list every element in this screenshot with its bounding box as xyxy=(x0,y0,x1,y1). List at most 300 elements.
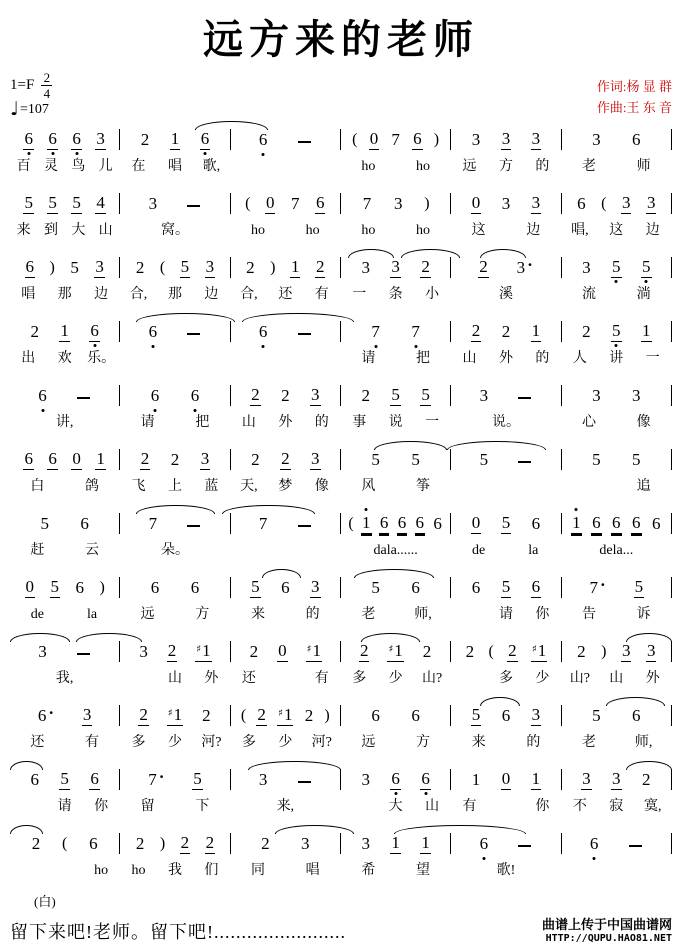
lyric-measure xyxy=(231,863,341,880)
note: 2 xyxy=(315,257,325,276)
lyric-syllable: 留 xyxy=(140,799,155,814)
lyric-syllable: 讲 xyxy=(609,351,624,366)
lyric-measure xyxy=(451,159,561,176)
lyric-syllable: 追 xyxy=(636,479,651,494)
lyric-syllable: 边 xyxy=(526,223,541,238)
note: 1 xyxy=(290,257,300,276)
system-line-4 xyxy=(10,321,672,368)
measure-4 xyxy=(341,193,451,214)
augmentation-dot: · xyxy=(48,703,55,722)
low-octave-dot xyxy=(51,152,54,155)
lyric-syllable: 你 xyxy=(535,799,550,814)
note: 6 xyxy=(80,514,89,533)
sharp-icon: ♯ xyxy=(306,644,312,655)
note: 3 xyxy=(632,386,641,405)
note: 6 xyxy=(577,194,586,213)
lyric-syllable: 我, xyxy=(55,671,74,686)
notes-row xyxy=(10,769,672,790)
lyric-measure xyxy=(120,735,230,752)
note: 2 xyxy=(30,322,39,341)
lyric-syllable: 希 xyxy=(361,863,376,878)
measure-3 xyxy=(231,449,341,470)
note: 5 xyxy=(632,450,641,469)
note: 3 xyxy=(148,194,158,213)
low-octave-dot xyxy=(374,345,377,348)
lyric-syllable: 歌! xyxy=(496,863,516,878)
note: 3 xyxy=(531,705,541,724)
note: 1 xyxy=(361,514,372,534)
note: 6 xyxy=(24,449,33,468)
lyric-syllable: 告 xyxy=(581,607,596,622)
lyric-syllable: 一 xyxy=(352,287,367,302)
lyric-measure xyxy=(120,287,230,304)
note: 6 xyxy=(200,130,211,150)
note: 6 xyxy=(23,130,34,150)
lyric-syllable: 那 xyxy=(57,287,72,302)
note: 0 xyxy=(501,769,511,788)
note: 3 xyxy=(393,194,403,213)
lyric-syllable: 望 xyxy=(415,863,430,878)
note: 3 xyxy=(311,385,320,404)
high-octave-dot xyxy=(575,508,578,511)
lyric-syllable: 你 xyxy=(94,799,109,814)
measure-6 xyxy=(562,705,672,726)
system-line-10 xyxy=(10,705,672,752)
lyric-syllable: 小 xyxy=(425,287,440,302)
note: 3 xyxy=(82,705,92,724)
note: 5 xyxy=(501,513,511,532)
lyric-syllable: 少 xyxy=(278,735,293,750)
lyric-measure xyxy=(341,159,451,176)
lyric-syllable: 外 xyxy=(204,671,219,686)
lyric-measure xyxy=(10,287,120,304)
notes-row xyxy=(10,833,672,854)
lyric-syllable: 多 xyxy=(352,671,367,686)
lyric-syllable: 来 xyxy=(250,607,265,622)
measure-1 xyxy=(10,577,120,598)
measure-5 xyxy=(451,641,561,662)
lyric-syllable: ho xyxy=(415,223,430,238)
lyric-measure xyxy=(341,799,451,816)
lyric-syllable: 把 xyxy=(195,415,210,430)
lyrics-row xyxy=(10,607,672,624)
note: 3 xyxy=(621,641,631,660)
measure-2 xyxy=(120,577,230,598)
lyric-syllable: 你 xyxy=(535,607,550,622)
measure-1 xyxy=(10,385,120,406)
lyric-syllable: 边 xyxy=(94,287,109,302)
note: 5 xyxy=(501,577,511,596)
note: 6 xyxy=(148,323,159,342)
measure-6 xyxy=(562,833,672,854)
lyrics-row xyxy=(10,735,672,752)
lyric-measure xyxy=(120,671,230,688)
lyric-syllable: 大 xyxy=(388,799,403,814)
measure-3 xyxy=(231,321,341,342)
lyric-syllable: 山? xyxy=(421,671,443,686)
augmentation-dot: · xyxy=(527,255,533,274)
lyric-syllable: ho xyxy=(305,223,320,238)
key-signature-block xyxy=(10,71,52,119)
note: 6 xyxy=(30,770,39,789)
measure-2 xyxy=(120,385,230,406)
lyric-syllable: 窝。 xyxy=(160,223,189,238)
note: 5 xyxy=(592,706,601,725)
lyric-syllable: 淌 xyxy=(636,287,651,302)
lyric-measure xyxy=(231,415,341,432)
note: 5 xyxy=(611,258,622,278)
note: 3 · xyxy=(516,255,533,277)
note: 5 xyxy=(634,577,644,596)
site-credit xyxy=(542,914,672,944)
measure-3 xyxy=(231,769,341,790)
note: 2 xyxy=(281,449,290,468)
time-signature xyxy=(41,71,52,100)
note: 2 xyxy=(465,642,475,661)
note: 3 xyxy=(139,642,148,661)
note: 6 xyxy=(281,578,290,597)
lyric-measure xyxy=(10,799,120,816)
lyric-syllable: 山 xyxy=(609,671,624,686)
note: 6 xyxy=(471,578,481,597)
measure-2 xyxy=(120,257,230,278)
note: 3 xyxy=(361,834,370,853)
note: 2 xyxy=(140,130,150,149)
lyric-syllable: 百 xyxy=(16,159,31,174)
parenthesis: ( xyxy=(601,195,607,212)
note: 5 xyxy=(592,450,601,469)
tempo-value: =107 xyxy=(19,101,49,117)
tempo-marking xyxy=(10,100,52,119)
measure-3 xyxy=(231,385,341,406)
sharp-icon: ♯ xyxy=(278,708,283,719)
measure-2 xyxy=(120,833,230,854)
note: 6 · xyxy=(37,703,55,725)
note: 2 xyxy=(577,642,586,661)
lyrics-row xyxy=(10,799,672,816)
low-octave-dot xyxy=(262,153,265,156)
lyric-syllable: 师 xyxy=(636,159,651,174)
measure-4 xyxy=(341,833,451,854)
note: 2 xyxy=(642,770,651,789)
footer xyxy=(10,891,672,944)
note: 3 xyxy=(531,129,541,148)
note: 6 xyxy=(479,835,490,854)
measure-4 xyxy=(341,257,451,278)
lyric-measure xyxy=(120,223,230,240)
lyric-syllable: de xyxy=(30,607,44,622)
lyric-syllable: 鸟 xyxy=(71,159,86,174)
parenthesis: ( xyxy=(159,259,166,276)
note: 1 xyxy=(421,833,430,852)
lyric-syllable: 山 xyxy=(241,415,256,430)
lyric-measure xyxy=(562,351,672,368)
measure-2 xyxy=(120,193,230,214)
lyric-syllable: 寞, xyxy=(643,799,662,814)
note: 6 xyxy=(592,513,601,532)
note: 0 xyxy=(278,641,287,660)
measure-2 xyxy=(120,641,230,662)
lyric-syllable: 师, xyxy=(634,735,653,750)
note: 1 xyxy=(170,129,180,148)
lyric-syllable: 师, xyxy=(414,607,432,622)
measure-1 xyxy=(10,833,120,854)
note: 2 xyxy=(205,833,215,852)
note: 3 xyxy=(301,834,310,853)
notes-row xyxy=(10,385,672,406)
measure-5 xyxy=(451,449,561,470)
site-name: 曲谱上传于中国曲谱网 xyxy=(541,917,672,932)
note: ♯ 1 xyxy=(278,705,293,724)
lyric-measure xyxy=(562,287,672,304)
note: 2 xyxy=(479,257,488,276)
lyric-syllable: 这 xyxy=(609,223,624,238)
lyric-syllable: 少 xyxy=(167,735,182,750)
note: 2 xyxy=(135,258,145,277)
duration-dash xyxy=(629,845,642,847)
lyric-syllable: 大 xyxy=(71,223,86,238)
note: 6 xyxy=(531,577,541,596)
lyric-syllable: 方 xyxy=(498,159,513,174)
lyric-syllable: 少 xyxy=(535,671,550,686)
low-octave-dot xyxy=(154,409,157,412)
note: 3 xyxy=(205,257,215,276)
lyric-measure xyxy=(10,607,120,624)
measure-5 xyxy=(451,257,561,278)
lyric-measure xyxy=(120,863,230,880)
augmentation-dot: · xyxy=(158,767,165,786)
time-numerator: 2 xyxy=(43,70,51,85)
note: 3 xyxy=(311,577,320,596)
note: 0 xyxy=(265,193,275,212)
lyric-measure xyxy=(341,479,451,496)
note: 2 xyxy=(246,258,255,277)
lyric-syllable: 山 xyxy=(425,799,440,814)
lyric-measure xyxy=(341,671,451,688)
lyric-syllable: 的 xyxy=(535,159,550,174)
lyric-syllable: 老 xyxy=(581,735,596,750)
lyric-syllable: 筝 xyxy=(415,479,430,494)
lyric-measure xyxy=(562,415,672,432)
lyric-measure xyxy=(562,543,672,560)
low-octave-dot xyxy=(41,409,44,412)
lyric-syllable: 风 xyxy=(361,479,376,494)
lyric-measure xyxy=(10,479,120,496)
note: 6 xyxy=(48,449,57,468)
note: 3 xyxy=(646,641,656,660)
note: 6 xyxy=(258,131,269,150)
lyric-syllable: 在 xyxy=(131,159,146,174)
system-line-9 xyxy=(10,641,672,688)
note: 2 xyxy=(501,322,511,341)
lyric-syllable: 们 xyxy=(204,863,219,878)
note: ♯ 1 xyxy=(167,705,183,724)
note: 4 xyxy=(96,193,105,212)
lyric-syllable: la xyxy=(528,543,539,558)
measure-5 xyxy=(451,705,561,726)
lyric-syllable: 边 xyxy=(204,287,219,302)
lyric-syllable: 山 xyxy=(167,671,182,686)
note: 7 xyxy=(148,514,158,533)
lyric-syllable: 远 xyxy=(140,607,155,622)
lyric-measure xyxy=(120,607,230,624)
measure-2 xyxy=(120,449,230,470)
note: 7 xyxy=(370,323,381,342)
lyric-syllable: 方 xyxy=(415,735,430,750)
note: ♯ 1 xyxy=(306,641,321,660)
measure-1 xyxy=(10,129,120,150)
parenthesis: ) xyxy=(601,643,607,660)
lyric-syllable: 出 xyxy=(21,351,36,366)
low-octave-dot xyxy=(203,152,206,155)
measure-3 xyxy=(231,577,341,598)
lyric-measure xyxy=(231,671,341,688)
note: 5 xyxy=(371,450,380,469)
note: 3 xyxy=(471,130,481,149)
note: 6 xyxy=(589,835,600,854)
note: 7 xyxy=(410,323,421,342)
lyric-syllable: 梦 xyxy=(278,479,293,494)
lyric-syllable: 唱 xyxy=(21,287,36,302)
parenthesis: ) xyxy=(424,195,430,212)
measure-2 xyxy=(120,129,230,150)
measure-2 xyxy=(120,705,230,726)
notes-row xyxy=(10,321,672,342)
lyric-syllable: 溪 xyxy=(498,287,513,302)
parenthesis: ( xyxy=(488,643,494,660)
note: ♯ 1 xyxy=(196,641,211,660)
lyric-measure xyxy=(120,159,230,176)
note: 6 xyxy=(632,706,641,725)
note: 5 xyxy=(471,705,481,724)
measure-2 xyxy=(120,769,230,790)
measure-3 xyxy=(231,129,341,150)
lyric-measure xyxy=(451,863,561,880)
lyric-syllable: ho xyxy=(94,863,109,878)
lyric-measure xyxy=(451,223,561,240)
lyric-syllable: 讲, xyxy=(55,415,74,430)
notes-row xyxy=(10,449,672,470)
lyric-syllable: 儿 xyxy=(98,159,113,174)
lyric-syllable: 流 xyxy=(581,287,596,302)
low-octave-dot xyxy=(193,409,196,412)
note: 5 xyxy=(479,450,489,469)
lyric-syllable: 有 xyxy=(314,287,329,302)
note: 6 xyxy=(89,834,98,853)
low-octave-dot xyxy=(151,345,154,348)
lyric-syllable: 乐。 xyxy=(87,351,116,366)
note: 3 xyxy=(361,770,370,789)
note: 2 xyxy=(202,706,211,725)
measure-4 xyxy=(341,129,451,150)
note: 1 xyxy=(571,514,582,534)
measure-5 xyxy=(451,513,561,534)
note: 5 xyxy=(72,193,81,212)
note: 1 xyxy=(96,449,105,468)
note: 2 xyxy=(251,385,260,404)
system-line-3 xyxy=(10,257,672,304)
note: 5 xyxy=(391,385,400,404)
note: 6 xyxy=(390,770,401,790)
measure-5 xyxy=(451,193,561,214)
parenthesis: ) xyxy=(270,259,276,276)
note: 5 xyxy=(180,257,190,276)
note: 5 xyxy=(251,577,260,596)
note: 3 xyxy=(612,769,621,788)
lyric-syllable: 朵。 xyxy=(160,543,189,558)
lyric-syllable: 歌, xyxy=(202,159,221,174)
low-octave-dot xyxy=(615,280,618,283)
note: 5 xyxy=(40,514,49,533)
note: 2 xyxy=(180,833,190,852)
lyric-measure xyxy=(10,159,120,176)
note: 5 xyxy=(641,258,652,278)
note: 2 xyxy=(140,449,150,468)
notes-row xyxy=(10,641,672,662)
note: 3 xyxy=(646,193,656,212)
low-octave-dot xyxy=(424,792,427,795)
note: 2 xyxy=(249,642,259,661)
note: 0 xyxy=(25,577,34,596)
lyric-measure xyxy=(231,543,341,560)
lyric-syllable: 河? xyxy=(201,735,222,750)
note: 6 xyxy=(501,706,511,725)
note: 6 xyxy=(258,323,269,342)
lyric-syllable: 还 xyxy=(278,287,293,302)
low-octave-dot xyxy=(615,344,618,347)
lyric-syllable: dela... xyxy=(599,543,634,558)
lyric-syllable: 下 xyxy=(195,799,210,814)
parenthesis: ( xyxy=(240,707,247,724)
lyric-syllable: 远 xyxy=(462,159,477,174)
lyrics-row xyxy=(10,543,672,560)
note: 3 xyxy=(531,193,541,212)
lyric-measure xyxy=(341,863,451,880)
lyric-measure xyxy=(231,287,341,304)
time-denominator: 4 xyxy=(43,86,51,101)
note: 6 xyxy=(411,578,420,597)
lyric-measure xyxy=(451,287,561,304)
measure-1 xyxy=(10,257,120,278)
lyric-measure xyxy=(451,735,561,752)
lyric-syllable: 一 xyxy=(425,415,440,430)
note: 2 xyxy=(359,641,369,660)
parenthesis: ) xyxy=(433,131,440,148)
note: 5 xyxy=(421,385,430,404)
lyric-measure xyxy=(231,735,341,752)
note: 6 xyxy=(371,706,380,725)
duration-dash xyxy=(298,525,311,527)
note: 3 xyxy=(501,129,511,148)
lyric-syllable: 多 xyxy=(131,735,146,750)
lyric-syllable: 我 xyxy=(167,863,182,878)
note: 2 xyxy=(261,834,270,853)
low-octave-dot xyxy=(593,857,596,860)
lyrics-row xyxy=(10,415,672,432)
measure-3 xyxy=(231,833,341,854)
note: 7 xyxy=(362,194,372,213)
lyric-measure xyxy=(451,351,561,368)
note: 5 xyxy=(60,769,69,788)
note: 2 xyxy=(251,450,260,469)
measure-5 xyxy=(451,577,561,598)
lyric-measure xyxy=(10,223,120,240)
sharp-icon: ♯ xyxy=(531,644,537,655)
note: 6 xyxy=(71,130,82,150)
duration-dash xyxy=(187,525,200,527)
lyrics-row xyxy=(10,863,672,880)
note: 3 xyxy=(621,193,631,212)
